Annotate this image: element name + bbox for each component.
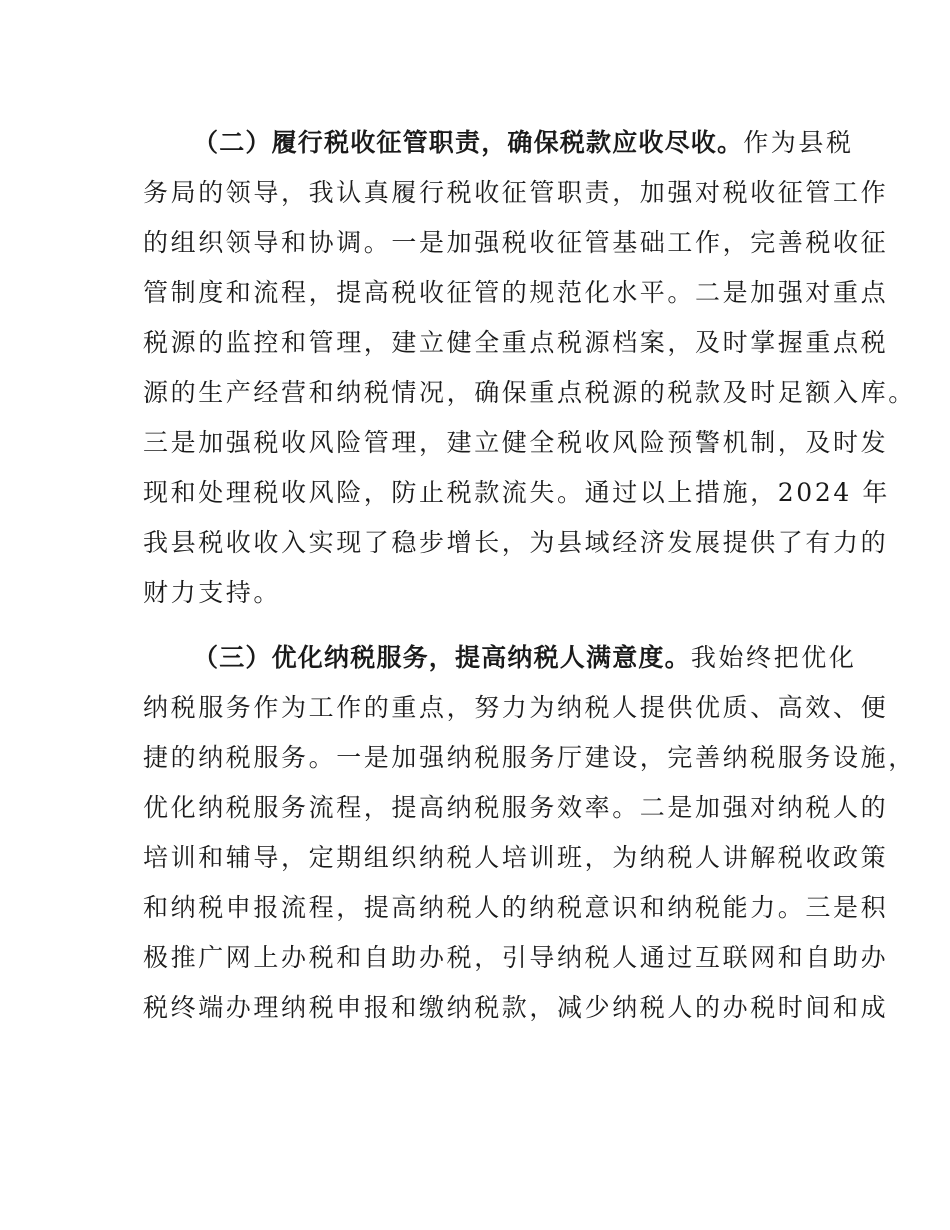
section2-line-9: 财力支持。 <box>143 578 282 607</box>
section2-line-7: 现和处理税收风险，防止税款流失。通过以上措施，2024 年 <box>143 478 890 507</box>
section2-line-0: 作为县税 <box>743 128 854 157</box>
section3-line-2: 捷的纳税服务。一是加强纳税服务厅建设，完善纳税服务设施， <box>143 743 916 772</box>
section2-line-3: 管制度和流程，提高税收征管的规范化水平。二是加强对重点 <box>143 278 889 307</box>
section3-line-6: 极推广网上办税和自助办税，引导纳税人通过互联网和自助办 <box>143 943 889 972</box>
section3-line-7: 税终端办理纳税申报和缴纳税款，减少纳税人的办税时间和成 <box>143 993 889 1022</box>
section2-line-5: 源的生产经营和纳税情况，确保重点税源的税款及时足额入库。 <box>143 378 916 407</box>
section3-line-3: 优化纳税服务流程，提高纳税服务效率。二是加强对纳税人的 <box>143 793 889 822</box>
section3-heading: （三）优化纳税服务，提高纳税人满意度。 <box>193 643 691 672</box>
section3-line-0: 我始终把优化 <box>690 643 857 672</box>
section2-line-6: 三是加强税收风险管理，建立健全税收风险预警机制，及时发 <box>143 428 889 457</box>
section2-line-8: 我县税收收入实现了稳步增长，为县域经济发展提供了有力的 <box>143 528 889 557</box>
section3-first-line <box>193 643 856 673</box>
section2-first-line <box>193 128 854 158</box>
section3-line-4: 培训和辅导，定期组织纳税人培训班，为纳税人讲解税收政策 <box>143 843 889 872</box>
section3-line-5: 和纳税申报流程，提高纳税人的纳税意识和纳税能力。三是积 <box>143 893 889 922</box>
section2-line-1: 务局的领导，我认真履行税收征管职责，加强对税收征管工作 <box>143 178 889 207</box>
section3-line-1: 纳税服务作为工作的重点，努力为纳税人提供优质、高效、便 <box>143 693 889 722</box>
section2-heading: （二）履行税收征管职责，确保税款应收尽收。 <box>193 128 744 157</box>
section2-line-2: 的组织领导和协调。一是加强税收征管基础工作，完善税收征 <box>143 228 889 257</box>
section2-line-4: 税源的监控和管理，建立健全重点税源档案，及时掌握重点税 <box>143 328 889 357</box>
